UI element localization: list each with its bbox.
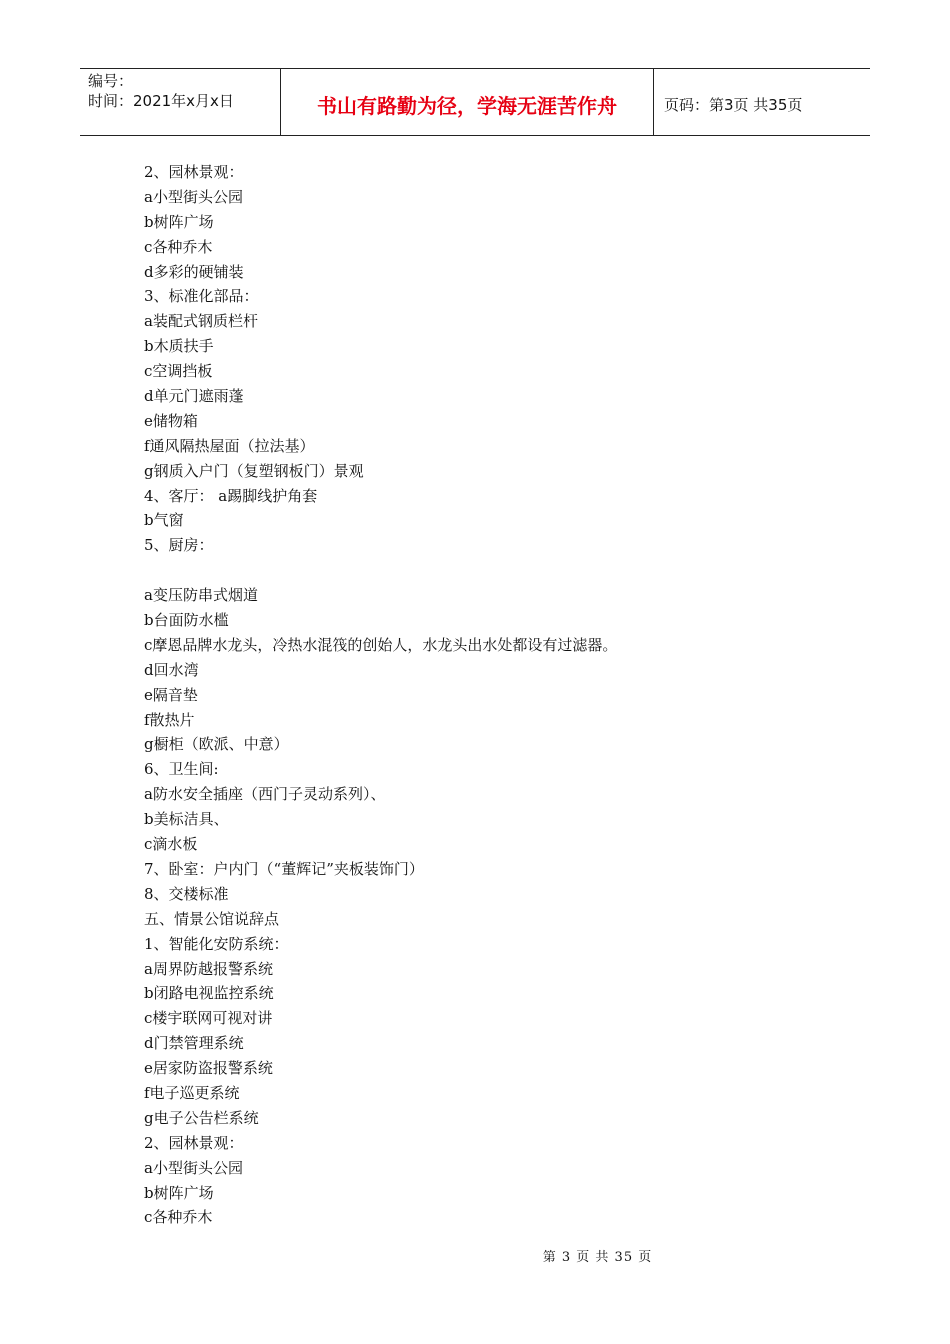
text-line: b美标洁具、 [144,810,229,829]
text-line: d门禁管理系统 [144,1034,244,1053]
text-line: d单元门遮雨蓬 [144,387,244,406]
text-line: b木质扶手 [144,337,214,356]
text-line: f电子巡更系统 [144,1083,240,1102]
text-line: a变压防串式烟道 [144,586,258,605]
text-line: c空调挡板 [144,362,213,381]
header-meta [80,69,281,135]
header-page-info: 页码：第3页 共35页 [664,95,803,114]
text-line: 2、园林景观： [144,1133,244,1152]
page-header [80,68,870,136]
text-line: c各种乔木 [144,1208,213,1227]
text-line: 五、情景公馆说辞点 [144,909,280,928]
page-footer: 第 3 页 共 35 页 [542,1250,653,1265]
text-line: b台面防水槛 [144,611,229,630]
text-line: c滴水板 [144,835,198,854]
text-line: c各种乔木 [144,237,213,256]
text-line: a防水安全插座（西门子灵动系列）、 [144,785,386,804]
text-line: e隔音垫 [144,685,198,704]
text-line: 1、智能化安防系统： [144,934,289,953]
text-line: g橱柜（欧派、中意） [144,735,289,754]
text-line: a小型街头公园 [144,1158,243,1177]
text-line: f散热片 [144,710,195,729]
text-line [144,558,844,583]
text-line: b树阵广场 [144,1183,214,1202]
text-line: d回水湾 [144,660,199,679]
text-line: f通风隔热屋面（拉法基） [144,436,315,455]
text-line: 3、标准化部品： [144,287,259,306]
document-date: 时间：2021年x月x日 [88,92,234,110]
text-line: g电子公告栏系统 [144,1108,259,1127]
document-body [144,160,844,1230]
text-line: g钢质入户门（复塑钢板门）景观 [144,461,364,480]
text-line: c摩恩品牌水龙头，冷热水混筏的创始人，水龙头出水处都设有过滤器。 [144,635,618,654]
text-line: b树阵广场 [144,212,214,231]
document-number-label: 编号： [88,72,134,90]
text-line: a装配式钢质栏杆 [144,312,258,331]
text-line: 4、客厅： a踢脚线护角套 [144,486,318,505]
text-line: d多彩的硬铺装 [144,262,244,281]
text-line: 7、卧室：户内门（“董辉记”夹板装饰门） [144,859,424,878]
text-line: 6、卫生间: [144,760,219,779]
text-line: c楼宇联网可视对讲 [144,1009,273,1028]
text-line: b闭路电视监控系统 [144,984,274,1003]
text-line: a周界防越报警系统 [144,959,273,978]
text-line: a小型街头公园 [144,187,243,206]
text-line: b气窗 [144,511,184,530]
text-line: 2、园林景观： [144,163,244,181]
text-line: e居家防盗报警系统 [144,1059,273,1078]
header-motto: 书山有路勤为径，学海无涯苦作舟 [281,69,654,135]
text-line: e储物箱 [144,411,198,430]
text-line: 5、厨房： [144,536,214,555]
text-line: 8、交楼标准 [144,884,229,903]
